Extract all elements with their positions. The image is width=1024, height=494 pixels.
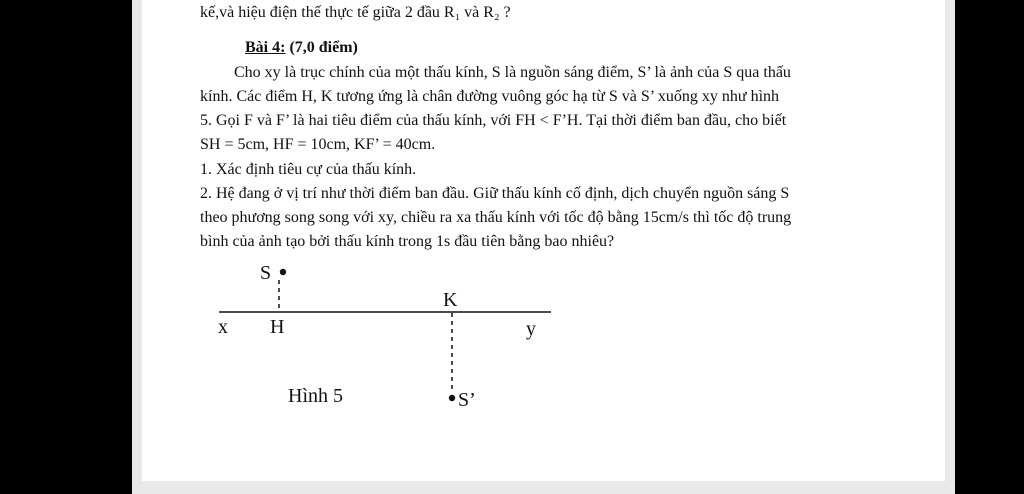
figure-diagram <box>142 0 945 481</box>
text-line-8: bình của ảnh tạo bởi thấu kính trong 1s đầu tiên bằng bao nhiêu? <box>200 233 615 250</box>
label-H: H <box>270 316 285 338</box>
document-page <box>142 0 945 481</box>
text-line-3: 5. Gọi F và F’ là hai tiêu điểm của thấu kính, với FH < F’H. Tại thời điểm ban đầu, cho biết <box>200 112 787 129</box>
text-line-5: 1. Xác định tiêu cự của thấu kính. <box>200 161 417 178</box>
text-line-2: kính. Các điểm H, K tương ứng là chân đường vuông góc hạ từ S và S’ xuống xy như hình <box>200 88 780 105</box>
label-y: y <box>526 318 536 340</box>
document-viewer[interactable] <box>132 0 955 494</box>
point-S <box>280 269 286 275</box>
problem-label: Bài 4: <box>245 39 286 56</box>
label-K: K <box>443 289 458 311</box>
text-line-6: 2. Hệ đang ở vị trí như thời điểm ban đầu. Giữ thấu kính cố định, dịch chuyển nguồn sáng S <box>200 185 790 202</box>
point-S-prime <box>449 395 455 401</box>
text-line-1: Cho xy là trục chính của một thấu kính, S là nguồn sáng điểm, S’ là ảnh của S qua thấu <box>234 64 791 81</box>
label-S-prime: S’ <box>458 389 476 411</box>
label-S: S <box>260 262 272 284</box>
problem-points: (7,0 điểm) <box>289 39 358 56</box>
text-line-7: theo phương song song với xy, chiều ra xa thấu kính với tốc độ bằng 15cm/s thì tốc độ trung <box>200 209 792 226</box>
label-x: x <box>218 316 228 338</box>
text-line-prev-question: kế,và hiệu điện thế thực tế giữa 2 đầu R₁ và R₂ ? <box>200 4 511 21</box>
figure-caption: Hình 5 <box>288 385 343 407</box>
text-line-4: SH = 5cm, HF = 10cm, KF’ = 40cm. <box>200 136 436 153</box>
